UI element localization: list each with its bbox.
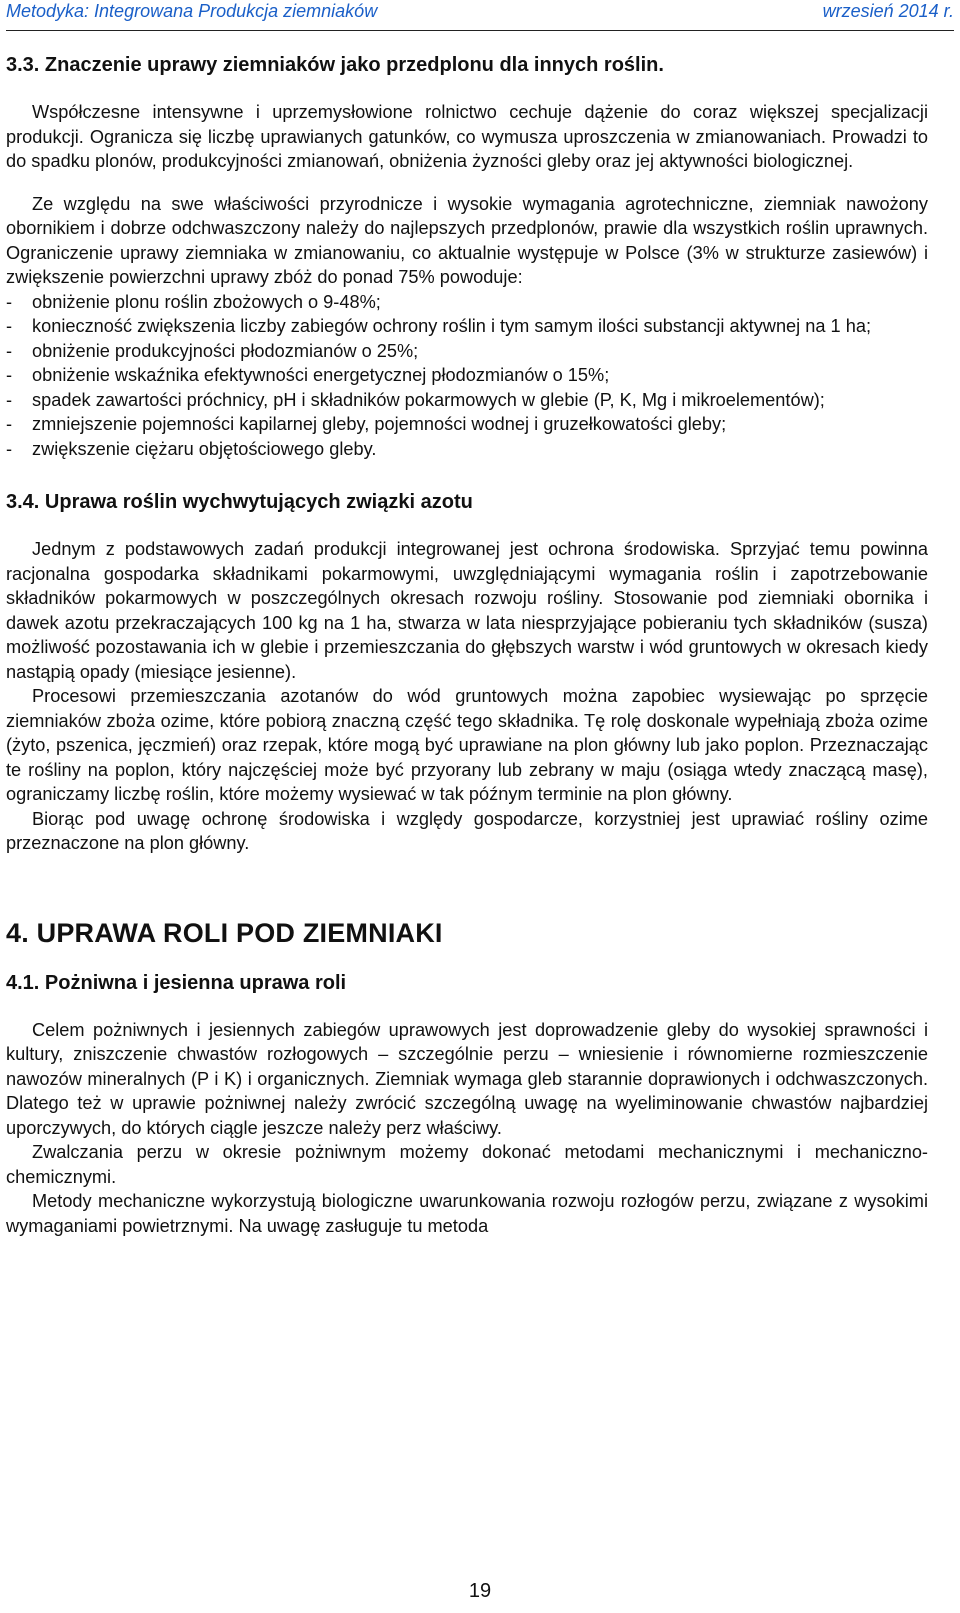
list-item: - obniżenie wskaźnika efektywności energetycznej płodozmianów o 15%; (6, 363, 928, 388)
list-item: - obniżenie plonu roślin zbożowych o 9-48%; (6, 290, 928, 315)
chapter-heading-4: 4. UPRAWA ROLI POD ZIEMNIAKI (6, 917, 443, 948)
list-item: - zwiększenie ciężaru objętościowego gleby. (6, 437, 928, 462)
paragraph: Procesowi przemieszczania azotanów do wód gruntowych można zapobiec wysiewając po sprzęcie ziemniaków zboża ozime, które pobiorą znaczną część tego składnika. Tę rolę doskonale wypełniają zboża ozime (żyto, pszenica, jęczmień) oraz rzepak, które mogą być uprawiane na plon główny lub jako poplon. Przeznaczając te rośliny na poplon, który najczęściej może być przyorany lub zebrany w maju (osiąga wtedy znaczącą masę), ograniczamy liczbę roślin, które możemy wysiewać w tak późnym terminie na plon główny. (6, 686, 928, 804)
page-number: 19 (468, 1580, 492, 1602)
paragraph: Biorąc pod uwagę ochronę środowiska i względy gospodarcze, korzystniej jest uprawiać rośliny ozime przeznaczone na plon główny. (6, 808, 928, 853)
paragraph: Ze względu na swe właściwości przyrodnicze i wysokie wymagania agrotechniczne, ziemniak nawożony obornikiem i dobrze odchwaszczony należy do najlepszych przedplonów, prawie dla wszystkich roślin uprawnych. Ograniczenie uprawy ziemniaka w zmianowaniu, co aktualnie występuje w Polsce (3% w strukturze zasiewów) i zwiększenie powierzchni uprawy zbóż do ponad 75% powoduje: (6, 193, 928, 287)
paragraph: Celem pożniwnych i jesiennych zabiegów uprawowych jest doprowadzenie gleby do wysokiej sprawności i kultury, zniszczenie chwastów rozłogowych – szczególnie perzu – wniesienie i równomierne rozmieszczenie nawozów mineralnych (P i K) i organicznych. Ziemniak wymaga gleb starannie doprawionych i odchwaszczonych. Dlatego też w uprawie pożniwnej należy zwrócić szczególną uwagę na wyeliminowanie chwastów najbardziej uporczywych, do których ciągle jeszcze należy perz właściwy. (6, 1019, 928, 1138)
paragraph: Jednym z podstawowych zadań produkcji integrowanej jest ochrona środowiska. Sprzyjać temu powinna racjonalna gospodarka składnikami pokarmowymi, uwzględniającymi wymagania roślin i zapotrzebowanie składników pokarmowych w poszczególnych okresach rozwoju rośliny. Stosowanie pod ziemniaki obornika i dawek azotu przekraczających 100 kg na 1 ha, stwarza w lata niesprzyjające pobieraniu tych składników (susza) możliwość pozostawania ich w glebie i przemieszczania do głębszych warstw i wód gruntowych w okresach kiedy nastąpią opady (miesiące jesienne). (6, 539, 928, 682)
paragraph: Współczesne intensywne i uprzemysłowione rolnictwo cechuje dążenie do coraz większej specjalizacji produkcji. Ogranicza się liczbę uprawianych gatunków, co wymusza uproszczenia w zmianowaniach. Prowadzi to do spadku plonów, produkcyjności zmianowań, obniżenia żyzności gleby oraz jej aktywności biologicznej. (6, 102, 928, 171)
list-item: - obniżenie produkcyjności płodozmianów o 25%; (6, 339, 928, 364)
section-heading-3-3: 3.3. Znaczenie uprawy ziemniaków jako przedplonu dla innych roślin. (6, 54, 664, 76)
section-heading-4-1: 4.1. Pożniwna i jesienna uprawa roli (6, 971, 347, 994)
header-date: wrzesień 2014 r. (822, 1, 954, 21)
page-content (6, 52, 928, 1238)
page-header (6, 0, 954, 31)
paragraph: Metody mechaniczne wykorzystują biologiczne uwarunkowania rozwoju rozłogów perzu, związane z wysokimi wymaganiami powietrznymi. Na uwagę zasługuje tu metoda (6, 1191, 928, 1236)
paragraph: Zwalczania perzu w okresie pożniwnym możemy dokonać metodami mechanicznymi i mechaniczno-chemicznymi. (6, 1142, 928, 1187)
list-item: - konieczność zwiększenia liczby zabiegów ochrony roślin i tym samym ilości substancji aktywnej na 1 ha; (6, 314, 928, 339)
list-item: - zmniejszenie pojemności kapilarnej gleby, pojemności wodnej i gruzełkowatości gleby; (6, 412, 928, 437)
list-item: - spadek zawartości próchnicy, pH i składników pokarmowych w glebie (P, K, Mg i mikroelementów); (6, 388, 928, 413)
header-title: Metodyka: Integrowana Produkcja ziemniaków (6, 1, 378, 21)
effects-list (6, 290, 928, 462)
section-heading-3-4: 3.4. Uprawa roślin wychwytujących związki azotu (6, 491, 473, 513)
